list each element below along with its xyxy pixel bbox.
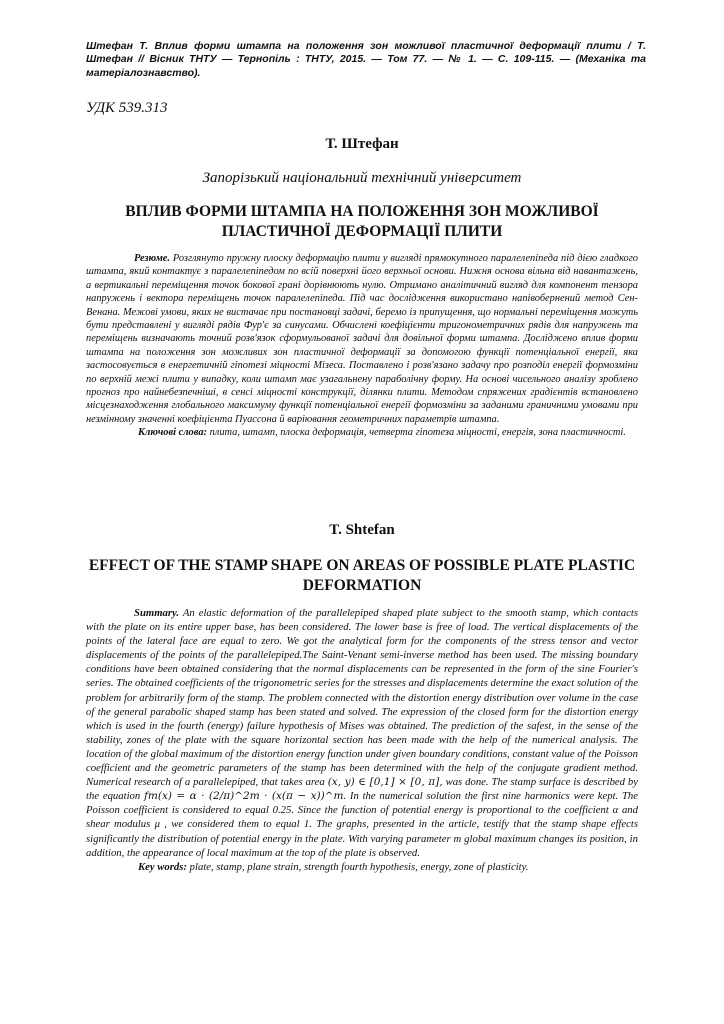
abstract-ua xyxy=(86,252,638,440)
summary-en-text-1: An elastic deformation of the parallelepiped shaped plate subject to the smooth stamp, which contacts with the plate on its entire upper base, has been considered. The lower base is free of load. The vertical displacements of the points of the lateral face are equal to zero. We got the analytical form for the components of the stress tensor and vector displacements of the points of the parallelepiped.The Saint-Venant semi-inverse method has been used. The missing boundary conditions have been obtained considering that the normal displacements can be represented in the form of the sine Fourier's series. The obtained coefficients of the trigonometric series for the stresses and displacements determine the exact solution of the problem for arbitrarily form of the stamp. The problem connected with the distortion energy distribution over volume in the case of the general parabolic shaped stamp has been stated and solved. The expression of the closed form for the distortion energy which is used in the fourth (energy) failure hypothesis of Mises was obtained. The prediction of the safest, in the sense of the stability, zones of the plate with the square horizontal section has been made with the help of the numerical analysis. The location of the global maximum of the distortion energy function under given boundary conditions, constant value of the Poisson coefficient and the geometric parameters of the stamp has been determined with the help of the conjugate gradient method. Numerical research of a parallelepiped, that takes area xyxy=(86,607,638,789)
keywords-en xyxy=(86,860,638,874)
summary-en-text-2: was done. The stamp surface is described by the equation xyxy=(86,776,639,803)
summary-en-lead: Summary. xyxy=(134,607,180,619)
affiliation-ua: Запорізький національний технічний університет xyxy=(202,170,522,186)
keywords-en-lead: Key words: xyxy=(138,860,187,873)
summary-en-text-3: . In the numerical solution the first nine harmonics were kept. The Poisson coefficient is considered to equal 0.25. Since the function of potential energy is proportional to the coefficient α and shear modulus μ , we considered them to equal 1. The graphs, presented in the article, testify that the stamp shape effects significantly the distribution of potential energy in the plate. With varying parameter m global maximum changes its position, in addition, the appearance of local maximum at the top of the plate is observed. xyxy=(86,790,639,859)
keywords-ua-text: плита, штамп, плоска деформація, четверта гіпотеза міцності, енергія, зона пластичності. xyxy=(209,427,626,439)
summary-en xyxy=(86,606,638,874)
abstract-ua-text: Розглянуто пружну плоску деформацію плити у вигляді прямокутного паралелепіпеда під дією гладкого штампа, який контактує з паралелепіпедом по всій поверхні його верхньої основи. Нижня основа вільна від навантажень, а вертикальні переміщення точок бокової грані дорівнюють нулю. Отримано аналітичний вигляд для компонент тензора напружень і вектора переміщень точок паралелепіпеда. Під час дослідження використано напівобернений метод Сен-Венана. Межові умови, яких не вистачає при постановці задачі, беремо із припущення, що нормальні переміщення можуть бути представлені у вигляді рядів Фур'є за синусами. Обчислені коефіцієнти тригонометричних рядів для напружень та переміщень визначають точний розв'язок сформульованої задачі для довільної форми штампа. Досліджено вплив форми штампа на положення зон можливих зон пластичної деформації за допомогою функції потенціальної енергії, яка застосовується в енергетичній гіпотезі міцності Мізеса. Поставлено і розв'язано задачу про розподіл енергії формозміни по верхній межі плити у випадку, коли штамп має узагальнену параболічну форму. На основі чисельного аналізу зроблено прогноз про найнебезпечніші, в сенсі міцності конструкції, ділянки плити. Методом спряжених градієнтів встановлено місцезнаходження глобального максимуму функції потенціальної енергії формозміни за заданими граничними умовами при незмінному значенні коефіцієнта Пуассона й варіювання геометричних параметрів штампа. xyxy=(86,253,638,425)
title-en: EFFECT OF THE STAMP SHAPE ON AREAS OF POSSIBLE PLATE PLASTIC DEFORMATION xyxy=(88,557,636,594)
keywords-en-text: plate, stamp, plane strain, strength fourth hypothesis, energy, zone of plasticity. xyxy=(189,860,529,873)
author-en: T. Shtefan xyxy=(329,522,395,538)
domain-formula: (x, y) ∈ [0,1] × [0, π], xyxy=(327,776,443,789)
stamp-formula: fm(x) = α · (2/π)^2m · (x(π − x))^m xyxy=(144,790,344,803)
abstract-ua-lead: Резюме. xyxy=(134,253,171,264)
keywords-ua xyxy=(86,426,638,439)
keywords-ua-lead: Ключові слова: xyxy=(138,427,207,439)
title-ua: ВПЛИВ ФОРМИ ШТАМПА НА ПОЛОЖЕННЯ ЗОН МОЖЛИВОЇ ПЛАСТИЧНОЇ ДЕФОРМАЦІЇ ПЛИТИ xyxy=(125,203,599,240)
author-ua: Т. Штефан xyxy=(325,136,399,152)
citation-header: Штефан Т. Вплив форми штампа на положення зон можливої пластичної деформації плити / Т. Штефан // Вісник ТНТУ — Тернопіль : ТНТУ, 2015. — Том 77. — № 1. — С. 109-115. — (Механіка та матеріалознавство). xyxy=(86,40,646,79)
udk-code: УДК 539.313 xyxy=(86,100,168,116)
